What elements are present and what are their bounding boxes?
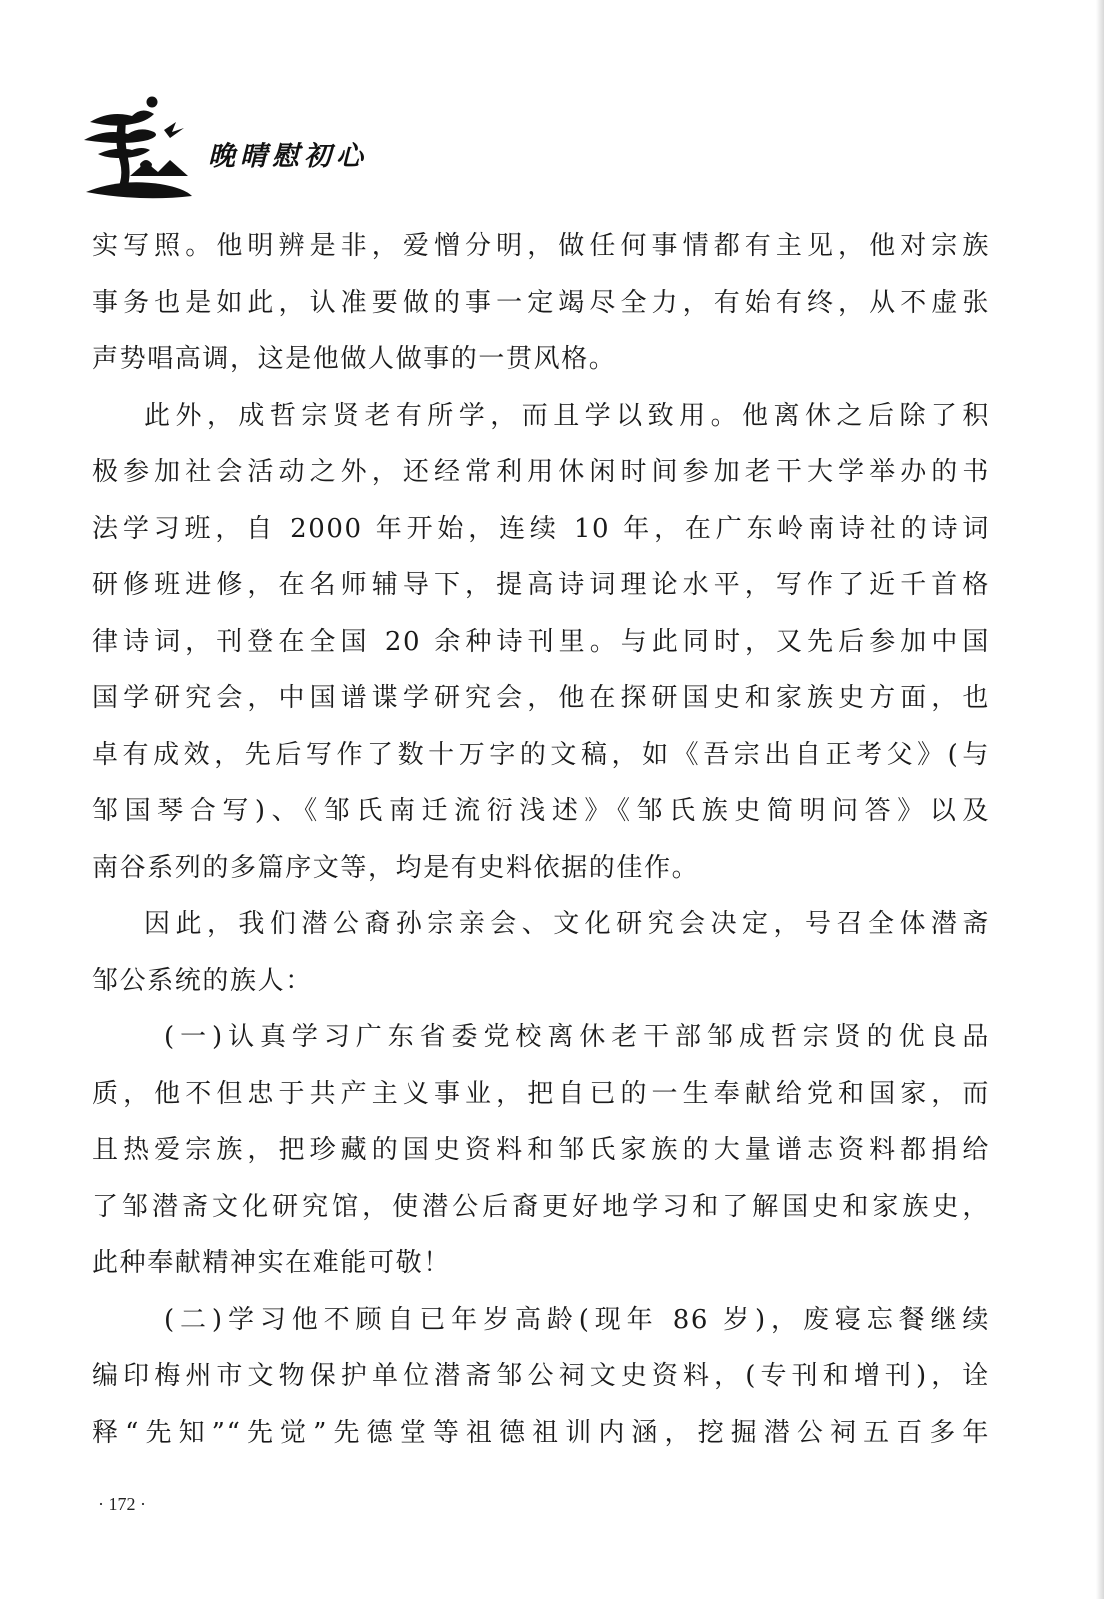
text-line: 研修班进修，在名师辅导下，提高诗词理论水平，写作了近千首格	[92, 570, 990, 600]
text-line: 了邹潜斋文化研究馆，使潜公后裔更好地学习和了解国史和家族史，	[92, 1191, 990, 1222]
text-line: 邹国琴合写)、《邹氏南迁流衍浅述》《邹氏族史简明问答》以及	[92, 796, 990, 826]
text-line: 此外，成哲宗贤老有所学，而且学以致用。他离休之后除了积	[144, 400, 990, 431]
text-line: (一)认真学习广东省委党校离休老干部邹成哲宗贤的优良品	[164, 1022, 990, 1052]
book-title: 晚晴慰初心	[208, 141, 368, 172]
body-text	[92, 218, 990, 1461]
page-number: · 172 ·	[98, 1494, 146, 1514]
text-line: 国学研究会，中国谱谍学研究会，他在探研国史和家族史方面，也	[92, 683, 990, 713]
text-line: 因此，我们潜公裔孙宗亲会、文化研究会决定，号召全体潜斋	[144, 909, 990, 939]
page-edge-shadow	[1096, 0, 1104, 1599]
text-line: 且热爱宗族，把珍藏的国史资料和邹氏家族的大量谱志资料都捐给	[92, 1135, 990, 1165]
text-line: 声势唱高调，这是他做人做事的一贯风格。	[92, 344, 617, 374]
text-line: 邹公系统的族人：	[92, 965, 313, 996]
text-line: 此种奉献精神实在难能可敬！	[92, 1248, 451, 1278]
text-line: 法学习班，自 2000 年开始，连续 10 年，在广东岭南诗社的诗词	[92, 513, 990, 544]
text-line: 卓有成效，先后写作了数十万字的文稿，如《吾宗出自正考父》(与	[92, 739, 990, 770]
text-line: (二)学习他不顾自已年岁高龄(现年 86 岁)，废寝忘餐继续	[164, 1304, 990, 1335]
text-line: 极参加社会活动之外，还经常利用休闲时间参加老干大学举办的书	[92, 457, 990, 487]
text-line: 律诗词，刊登在全国 20 余种诗刊里。与此同时，又先后参加中国	[92, 626, 990, 657]
text-line: 释“先知”“先觉”先德堂等祖德祖训内涵，挖掘潜公祠五百多年	[92, 1417, 990, 1448]
pine-tree-emblem-icon	[80, 92, 210, 202]
text-line: 质，他不但忠于共产主义事业，把自已的一生奉献给党和国家，而	[92, 1078, 990, 1109]
text-line: 事务也是如此，认准要做的事一定竭尽全力，有始有终，从不虚张	[92, 287, 990, 318]
text-line: 南谷系列的多篇序文等，均是有史料依据的佳作。	[92, 852, 700, 883]
text-line: 编印梅州市文物保护单位潜斋邹公祠文史资料，(专刊和增刊)，诠	[92, 1361, 990, 1391]
text-line: 实写照。他明辨是非，爱憎分明，做任何事情都有主见，他对宗族	[92, 231, 990, 261]
page-header	[80, 92, 480, 202]
